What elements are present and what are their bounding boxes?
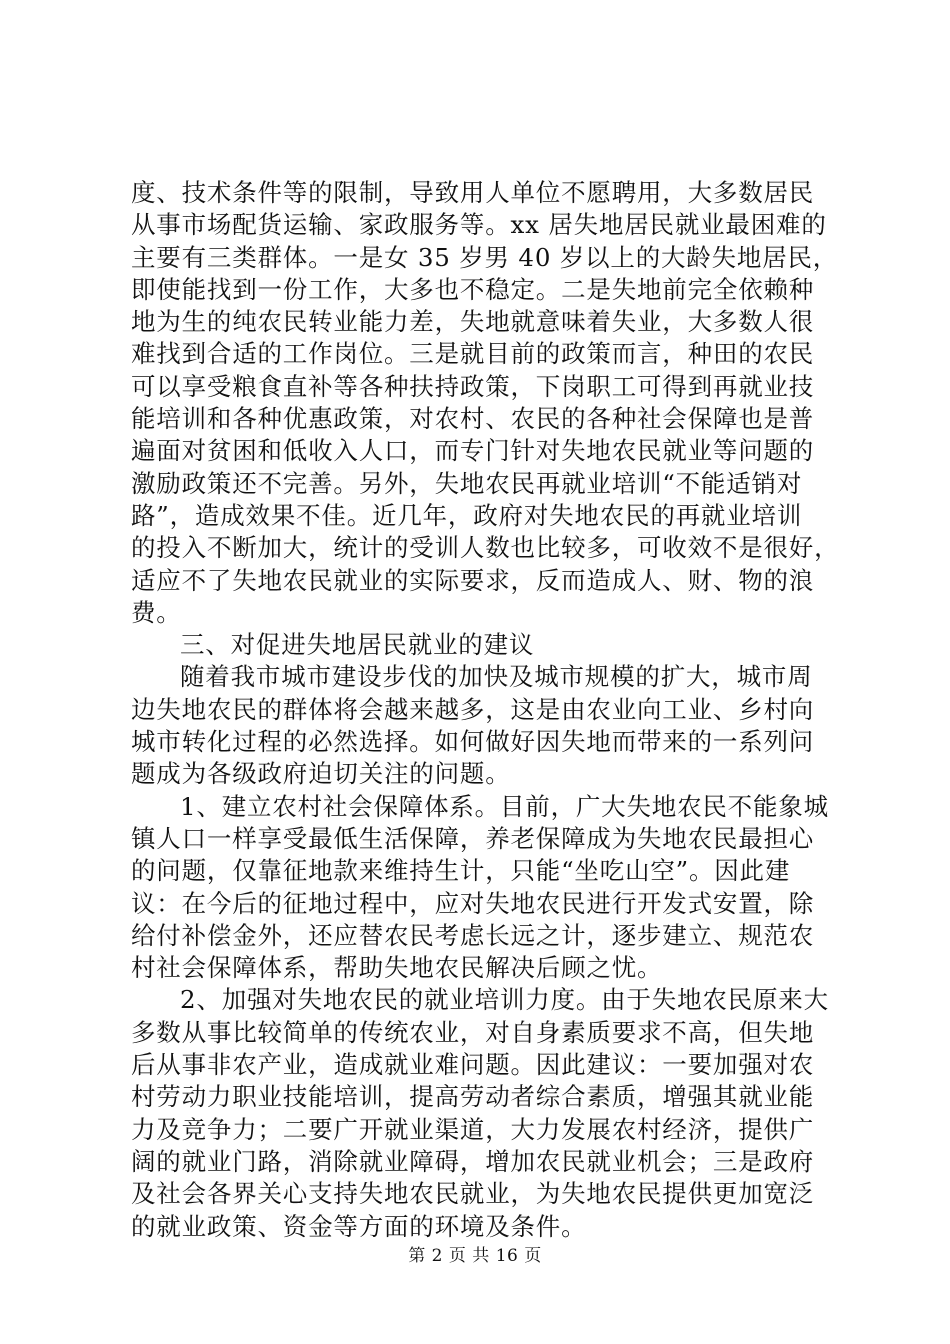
- text-line: 的问题，仅靠征地款来维持生计，只能“坐吃山空”。因此建: [131, 856, 791, 886]
- text-line: 议：在今后的征地过程中，应对失地农民进行开发式安置，除: [131, 888, 815, 918]
- text-line: 地为生的纯农民转业能力差，失地就意味着失业，大多数人很: [131, 307, 815, 337]
- text-line: 的就业政策、资金等方面的环境及条件。: [131, 1211, 587, 1241]
- text-line: 的投入不断加大，统计的受训人数也比较多，可收效不是很好，: [131, 533, 840, 563]
- text-line: 村社会保障体系，帮助失地农民解决后顾之忧。: [131, 953, 663, 983]
- text-line: 度、技术条件等的限制，导致用人单位不愿聘用，大多数居民: [131, 178, 815, 207]
- text-line: 多数从事比较简单的传统农业，对自身素质要求不高，但失地: [131, 1017, 815, 1047]
- text-line: 激励政策还不完善。另外，失地农民再就业培训“不能适销对: [131, 468, 803, 498]
- text-line: 能培训和各种优惠政策，对农村、农民的各种社会保障也是普: [131, 404, 815, 434]
- text-line: 适应不了失地农民就业的实际要求，反而造成人、财、物的浪: [131, 565, 815, 595]
- body-text: [131, 177, 840, 1243]
- text-line: 遍面对贫困和低收入人口，而专门针对失地农民就业等问题的: [131, 436, 815, 466]
- text-line: 力及竞争力；二要广开就业渠道，大力发展农村经济，提供广: [131, 1114, 815, 1144]
- text-line: 费。: [131, 597, 182, 627]
- text-line: 即使能找到一份工作，大多也不稳定。二是失地前完全依赖种: [131, 274, 815, 304]
- text-line: 路”，造成效果不佳。近几年，政府对失地农民的再就业培训: [131, 500, 803, 530]
- text-line: 随着我市城市建设步伐的加快及城市规模的扩大，城市周: [180, 662, 813, 692]
- text-line: 难找到合适的工作岗位。三是就目前的政策而言，种田的农民: [131, 339, 815, 369]
- text-line: 主要有三类群体。一是女 35 岁男 40 岁以上的大龄失地居民，: [131, 242, 839, 272]
- text-line: 阔的就业门路，消除就业障碍，增加农民就业机会；三是政府: [131, 1146, 815, 1176]
- text-line: 从事市场配货运输、家政服务等。xx 居失地居民就业最困难的: [131, 210, 827, 240]
- text-line: 后从事非农产业，造成就业难问题。因此建议：一要加强对农: [131, 1050, 815, 1080]
- text-line: 题成为各级政府迫切关注的问题。: [131, 759, 511, 789]
- text-line: 镇人口一样享受最低生活保障，养老保障成为失地农民最担心: [131, 823, 815, 853]
- text-line: 及社会各界关心支持失地农民就业，为失地农民提供更加宽泛: [131, 1179, 815, 1209]
- text-line: 城市转化过程的必然选择。如何做好因失地而带来的一系列问: [131, 727, 815, 757]
- page-footer: 第 2 页 共 16 页: [408, 1246, 542, 1266]
- text-line: 给付补偿金外，还应替农民考虑长远之计，逐步建立、规范农: [131, 920, 815, 950]
- text-line: 边失地农民的群体将会越来越多，这是由农业向工业、乡村向: [131, 694, 815, 724]
- text-line: 1、建立农村社会保障体系。目前，广大失地农民不能象城: [180, 791, 829, 821]
- text-line: 2、加强对失地农民的就业培训力度。由于失地农民原来大: [180, 985, 829, 1015]
- text-line: 可以享受粮食直补等各种扶持政策，下岗职工可得到再就业技: [131, 371, 815, 401]
- text-line: 村劳动力职业技能培训，提高劳动者综合素质，增强其就业能: [131, 1082, 815, 1112]
- text-line: 三、对促进失地居民就业的建议: [180, 630, 535, 660]
